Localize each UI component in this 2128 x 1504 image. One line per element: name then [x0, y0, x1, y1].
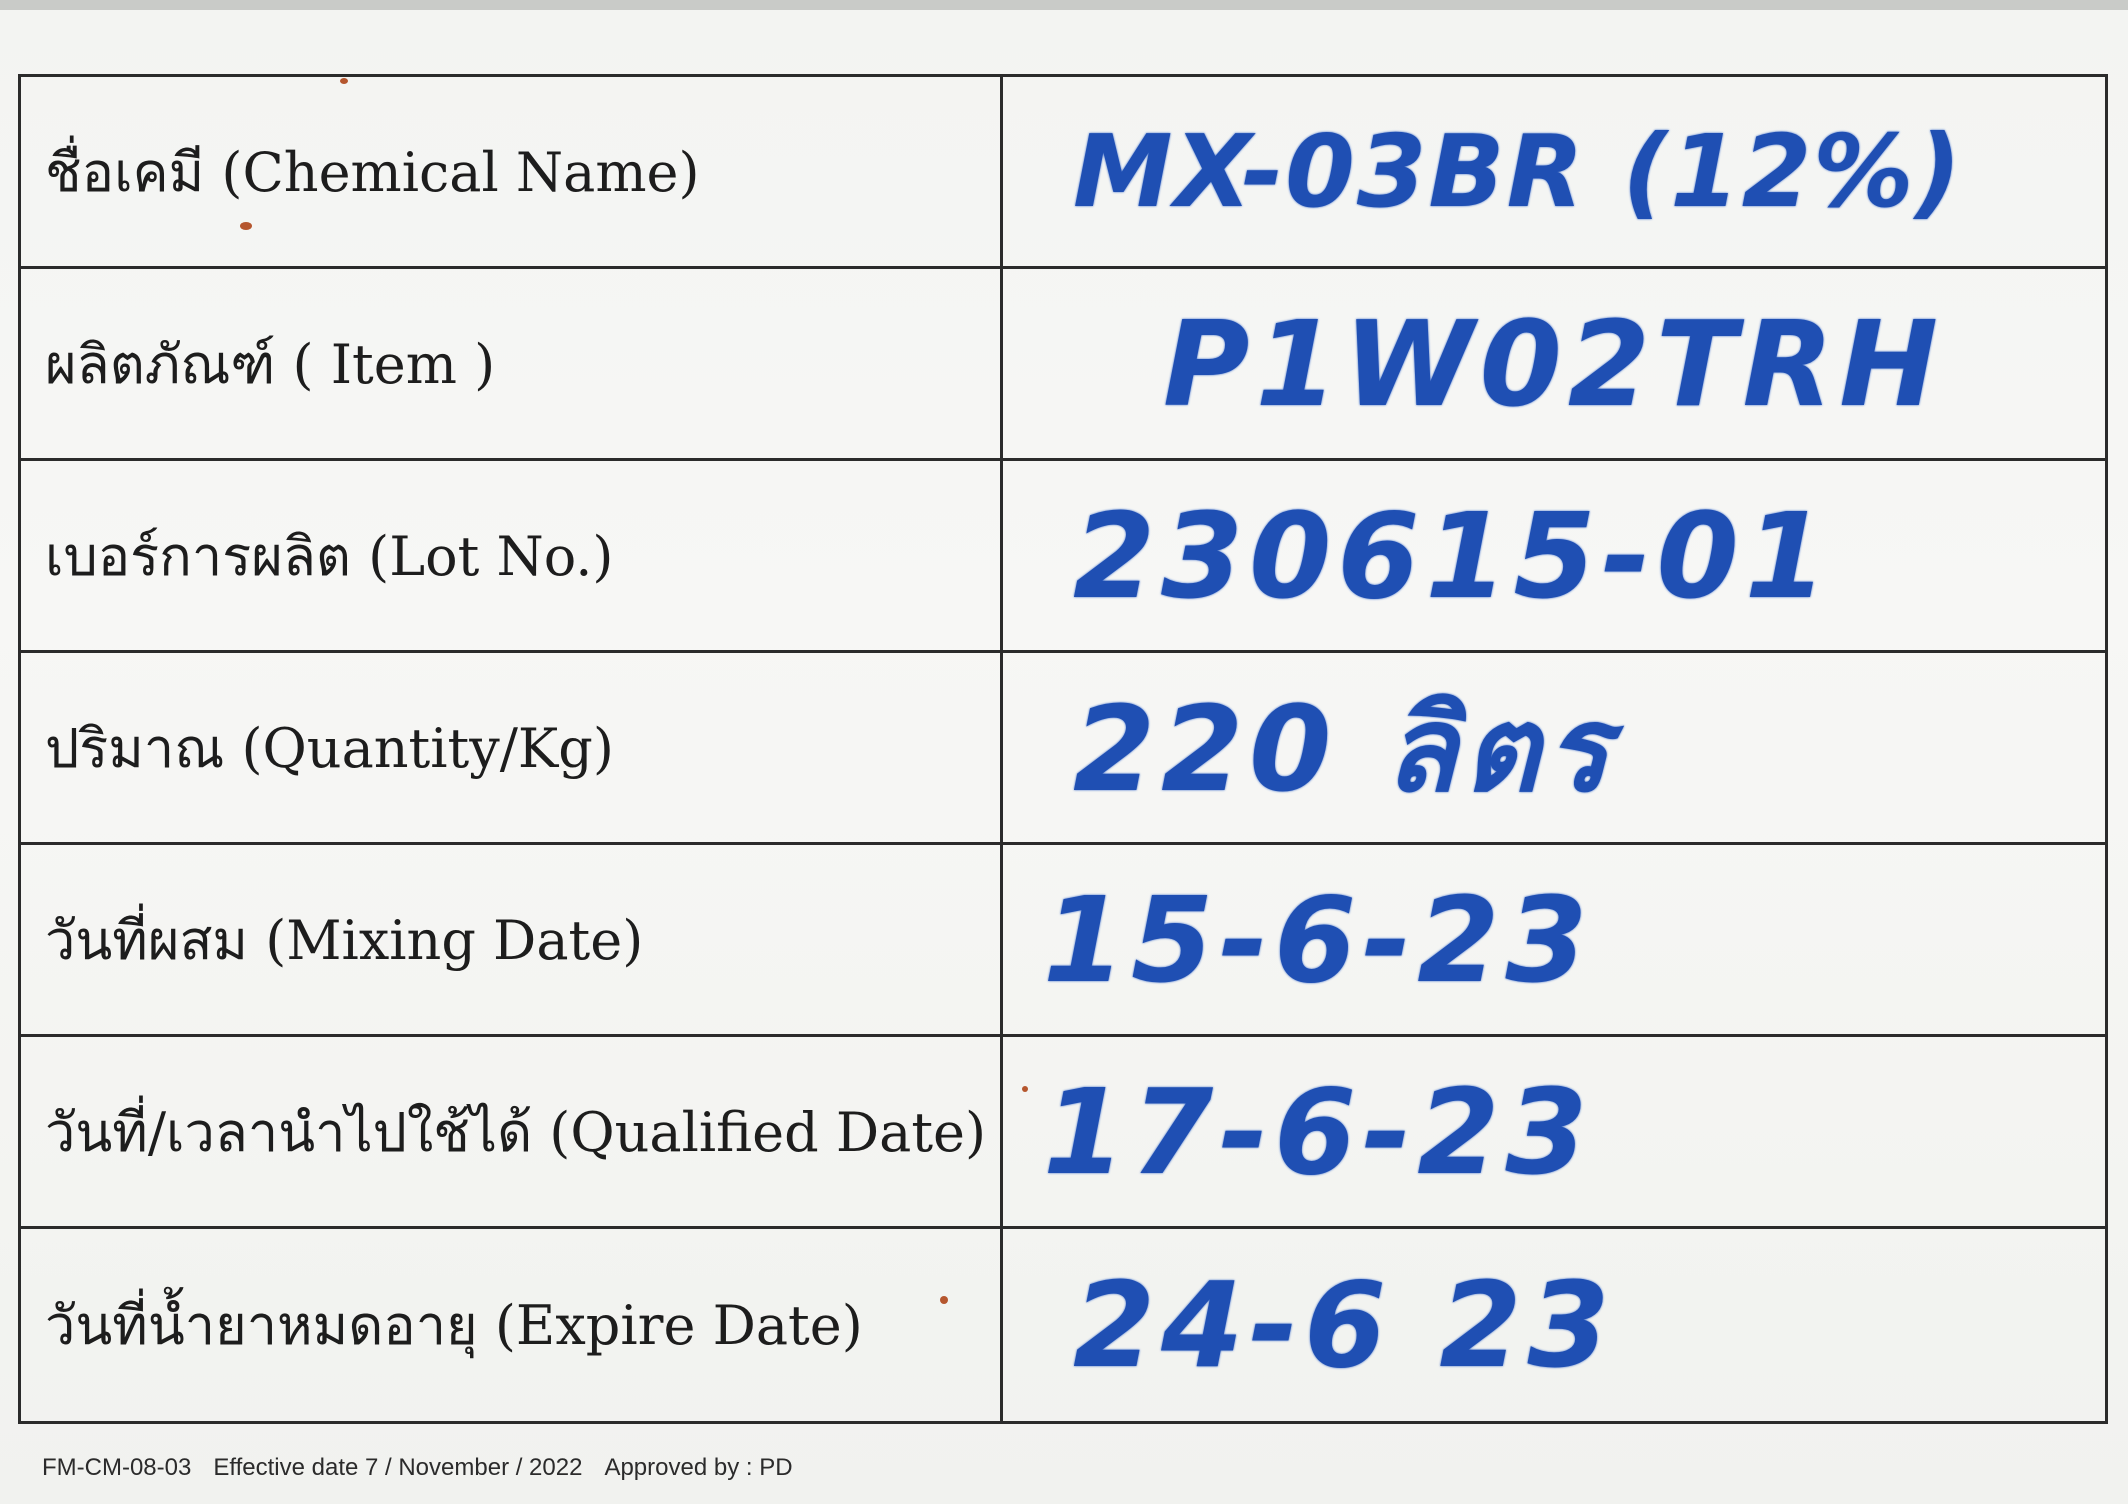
form-footer [42, 1454, 815, 1482]
footer-approved-by: Approved by : PD [604, 1454, 793, 1481]
value-chemical-name: MX-03BR (12%) [1003, 77, 2105, 269]
label-mixing-date: วันที่ผสม (Mixing Date) [21, 845, 1003, 1037]
label-qualified-date: วันที่/เวลานำไปใช้ได้ (Qualified Date) [21, 1037, 1003, 1229]
value-item: P1W02TRH [1003, 269, 2105, 461]
value-mixing-date: 15-6-23 [1003, 845, 2105, 1037]
stain-mark [340, 78, 348, 84]
chemical-info-table [18, 74, 2108, 1424]
stain-mark [1022, 1086, 1028, 1092]
label-chemical-name: ชื่อเคมี (Chemical Name) [21, 77, 1003, 269]
footer-effective-date: Effective date 7 / November / 2022 [213, 1454, 583, 1481]
label-expire-date: วันที่น้ำยาหมดอายุ (Expire Date) [21, 1229, 1003, 1421]
stain-mark [940, 1296, 948, 1304]
stain-mark [240, 222, 252, 230]
label-item: ผลิตภัณฑ์ ( Item ) [21, 269, 1003, 461]
value-qualified-date: 17-6-23 [1003, 1037, 2105, 1229]
value-quantity: 220 ลิตร [1003, 653, 2105, 845]
label-lot-no: เบอร์การผลิต (Lot No.) [21, 461, 1003, 653]
value-expire-date: 24-6 23 [1073, 1256, 1616, 1394]
value-lot-no: 230615-01 [1003, 461, 2105, 653]
footer-form-code: FM-CM-08-03 [42, 1454, 192, 1481]
label-quantity: ปริมาณ (Quantity/Kg) [21, 653, 1003, 845]
